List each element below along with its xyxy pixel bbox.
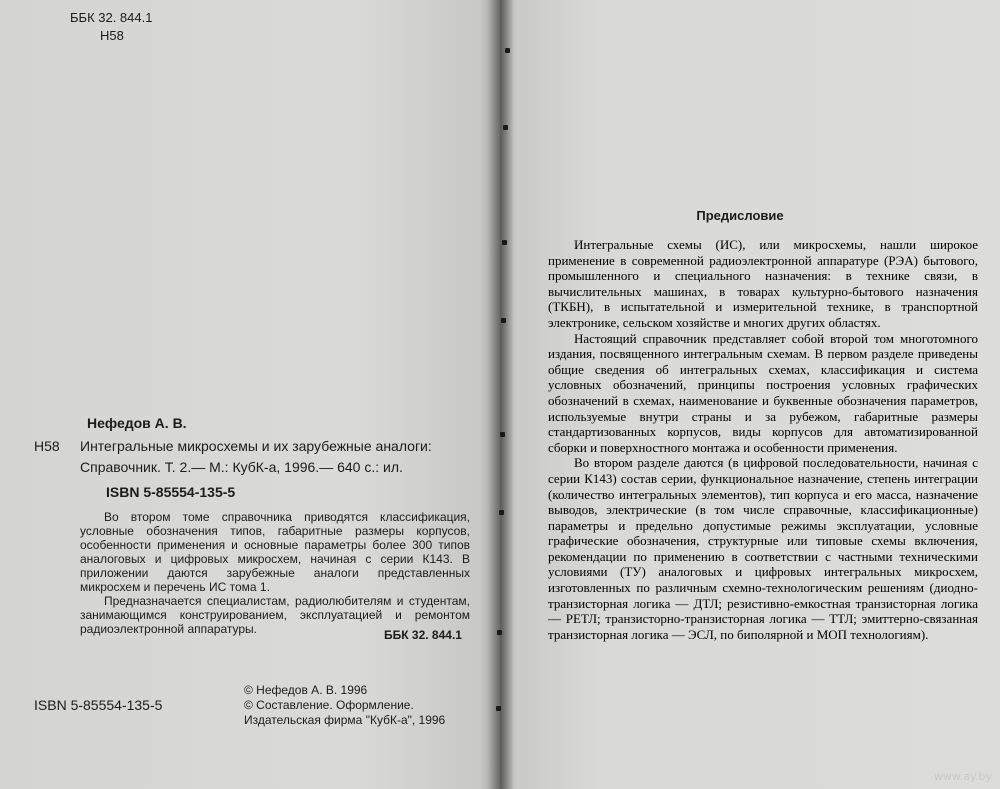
binding-stitch xyxy=(502,240,507,245)
binding-stitch xyxy=(505,48,510,53)
author-mark-top: Н58 xyxy=(100,28,124,43)
preface-paragraph: Интегральные схемы (ИС), или микросхемы, нашли широкое применение в современной радиоэлектронной аппаратуре (РЭА) бытового, промышленного и специального назначения: в технике связи, в вычислительных машинах, в товарах культурно-бытового назначения (ТКБН), в испытательной и измерительной технике, в транспортной электронике, сельском хозяйстве и многих других областях. xyxy=(548,237,978,330)
binding-stitch xyxy=(496,706,501,711)
copyright-line: © Составление. Оформление. xyxy=(244,698,414,712)
annotation-paragraph: Во втором томе справочника приводятся классификация, условные обозначения типов, габаритные размеры корпусов, особенности применения и основные параметры более 300 типов аналоговых и цифровых микросхем, начиная с серии К143. В приложении даются зарубежные аналоги представленных микросхем и перечень ИС тома 1. xyxy=(80,510,470,594)
binding-stitch xyxy=(497,630,502,635)
author-name: Нефедов А. В. xyxy=(87,415,187,431)
book-gutter xyxy=(488,0,514,789)
watermark: www.ay.by xyxy=(933,770,992,783)
binding-stitch xyxy=(499,510,504,515)
annotation xyxy=(80,510,470,636)
copyright-block xyxy=(244,683,445,728)
annotation-paragraph: Предназначается специалистам, радиолюбителям и студентам, занимающимся конструированием, эксплуатацией и ремонтом радиоэлектронной аппаратуры. xyxy=(80,594,470,636)
book-title-line-1: Интегральные микросхемы и их зарубежные аналоги: xyxy=(80,438,432,454)
preface-paragraph: Настоящий справочник представляет собой второй том многотомного издания, посвященного интегральным схемам. В первом разделе приведены общие сведения об интегральных схемах, классификация и система условных обозначений, принципы построения условных графических обозначений в схемах, наименование и буквенные обозначения параметров, используемые внутри страны и за рубежом, габаритные размеры стандартизованных корпусов, виды корпусов для автоматизированной сборки и поверхностного монтажа и особенности применения. xyxy=(548,330,978,455)
copyright-line: Издательская фирма "КубК-а", 1996 xyxy=(244,713,446,727)
copyright-line: © Нефедов А. В. 1996 xyxy=(244,683,368,697)
preface-title: Предисловие xyxy=(696,208,784,223)
isbn-bottom: ISBN 5-85554-135-5 xyxy=(34,697,163,713)
binding-stitch xyxy=(501,318,506,323)
isbn: ISBN 5-85554-135-5 xyxy=(106,484,236,500)
preface-paragraph: Во втором разделе даются (в цифровой последовательности, начиная с серии К143) состав серии, функциональное назначение, степень интеграции (количество интегральных элементов), тип корпуса и его масса, назначение выводов, электрические (в том числе справочные, классификационные) параметры и предельно допустимые режимы эксплуатации, условные графические обозначения, структурные или типовые схемы включения, рекомендации по применению в соответствии с частными техническими условиями (ТУ) аналоговых и цифровых интегральных микросхем, изготовленных по различным схемно-технологическим решениям (диодно-транзисторная логика — ДТЛ; резистивно-емкостная транзисторная логика — РЕТЛ; транзисторно-транзисторная логика — ТТЛ; эмиттерно-связанная транзисторная логика — ЭСЛ, по биполярной и МОП технологиям). xyxy=(548,455,978,642)
bbk-code-bottom: ББК 32. 844.1 xyxy=(384,628,462,642)
preface-text xyxy=(548,237,978,642)
bbk-code-top: ББК 32. 844.1 xyxy=(70,10,153,25)
binding-stitch xyxy=(500,432,505,437)
author-mark: Н58 xyxy=(34,438,60,454)
binding-stitch xyxy=(503,125,508,130)
book-title-line-2: Справочник. Т. 2.— М.: КубК-а, 1996.— 640 с.: ил. xyxy=(80,459,403,475)
